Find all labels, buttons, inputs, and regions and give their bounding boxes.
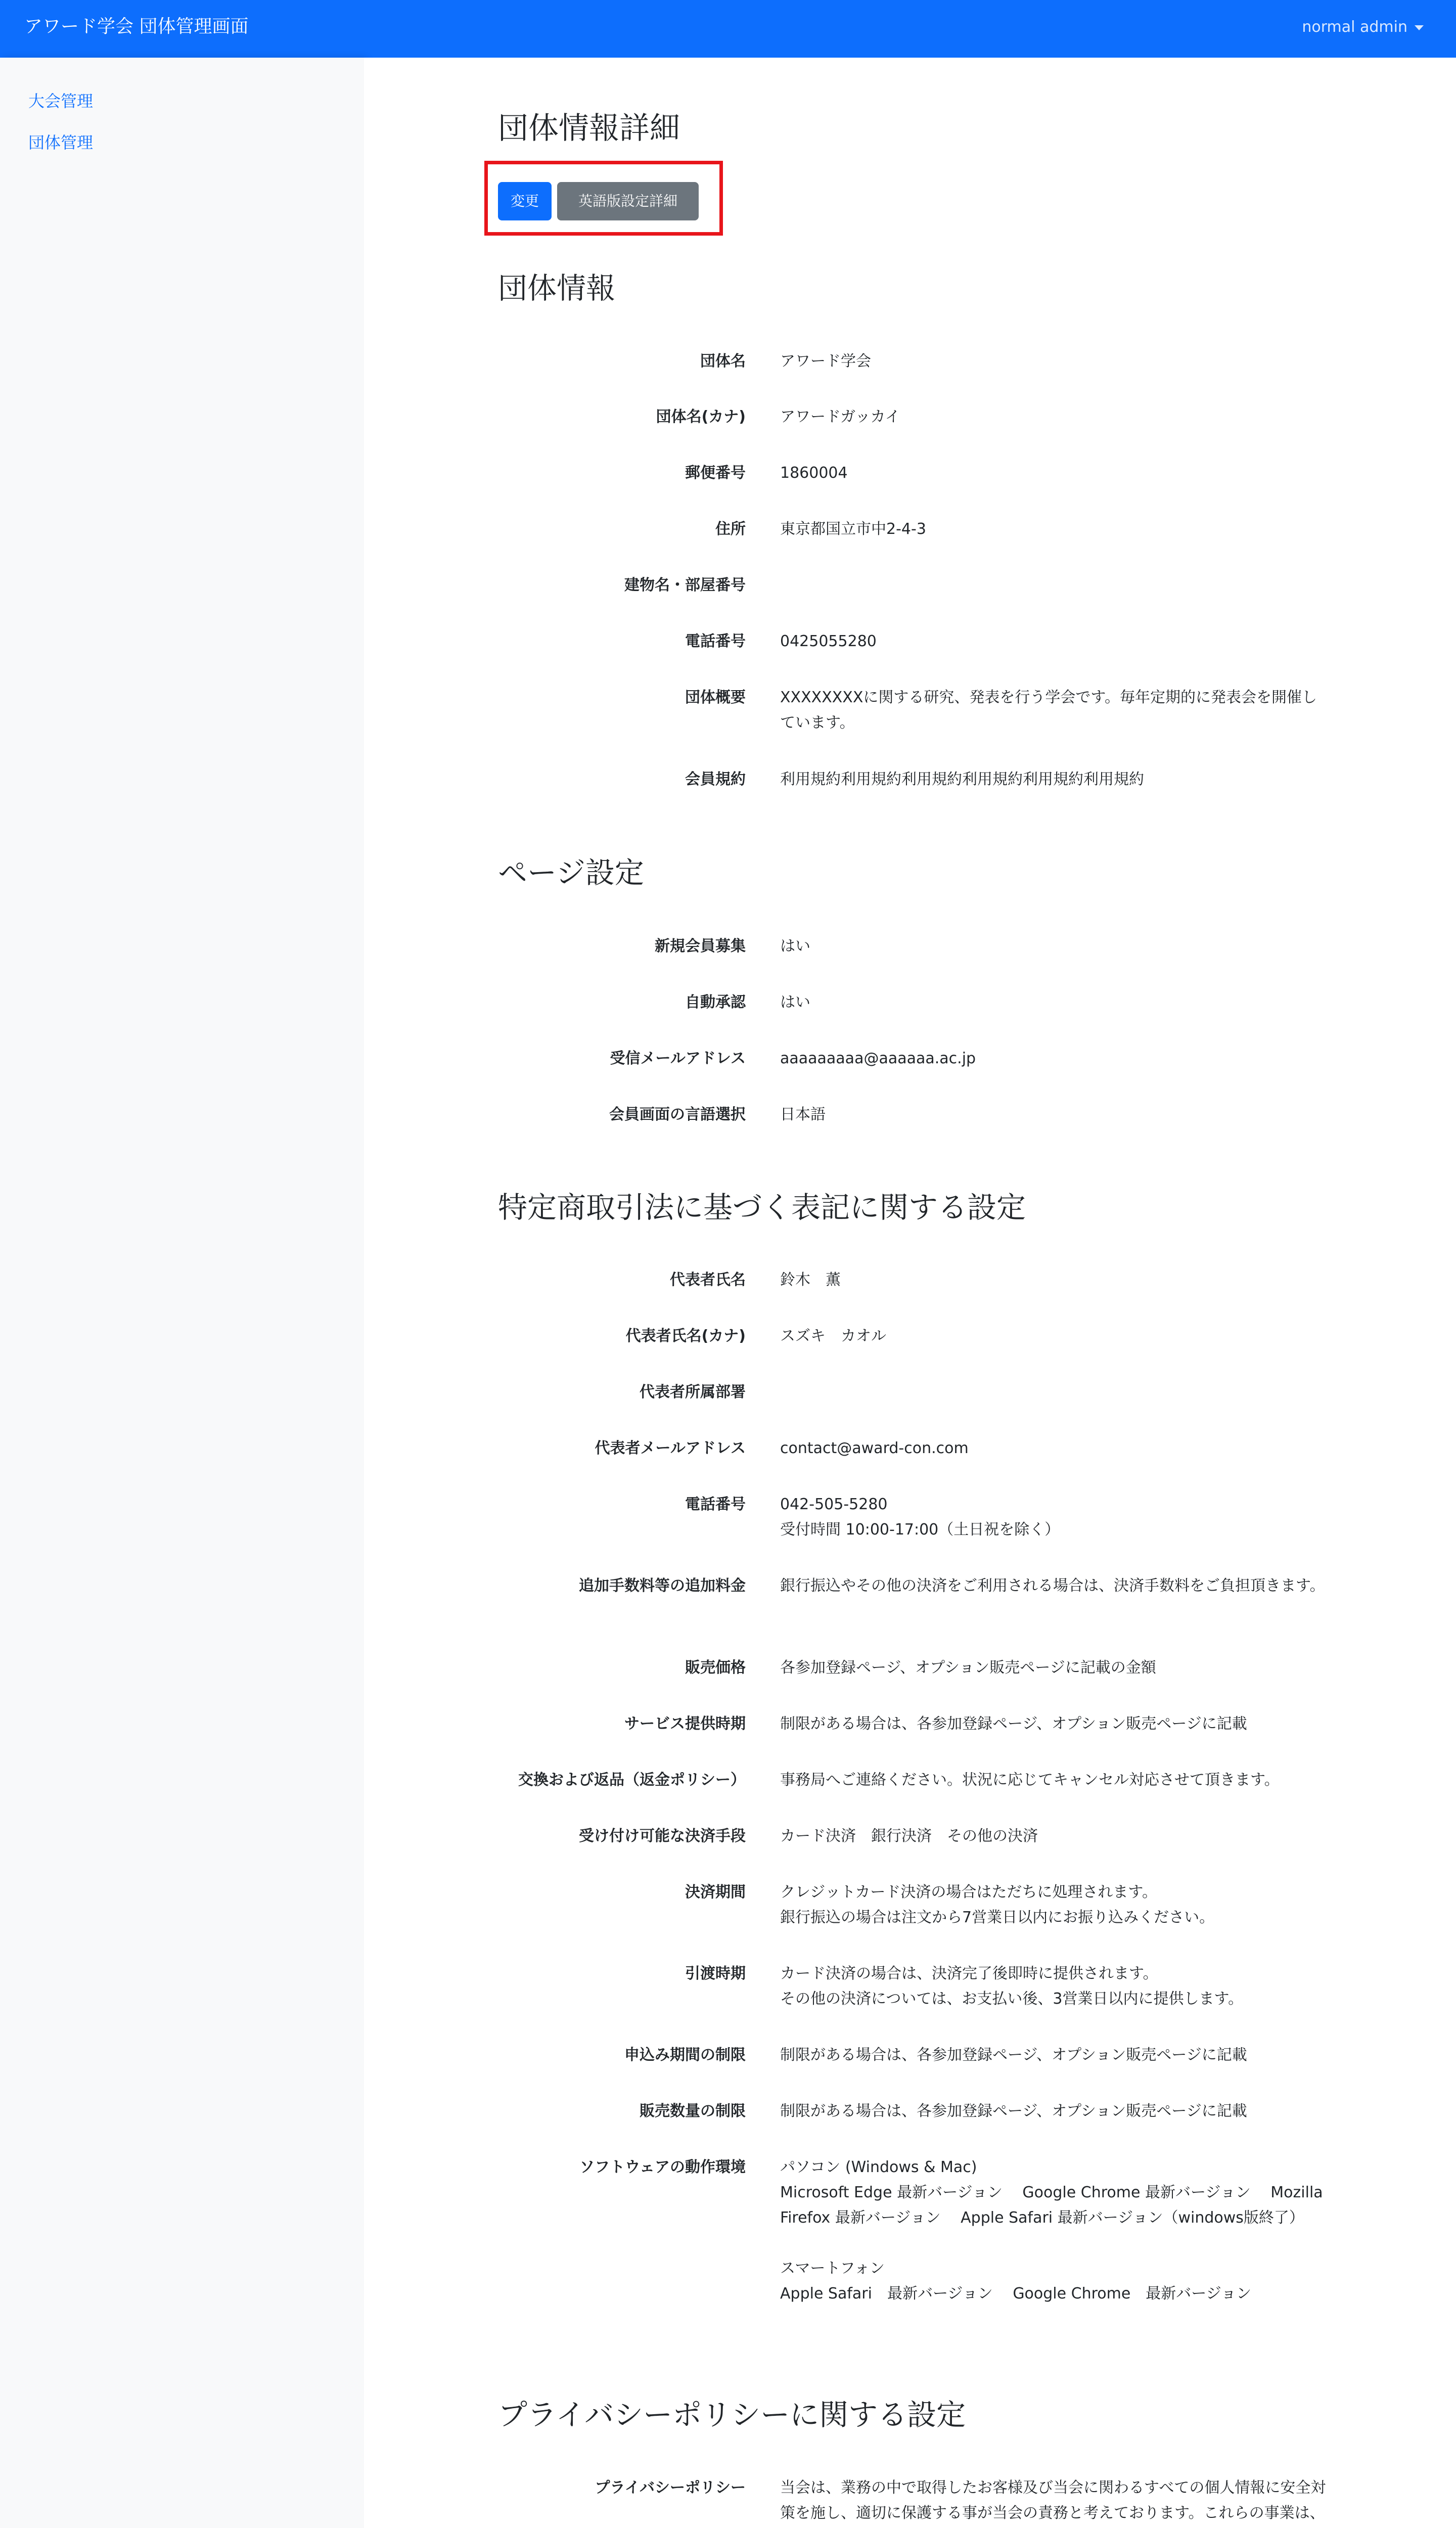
field-label: 住所 (715, 520, 746, 538)
user-menu-dropdown[interactable] (1302, 16, 1424, 38)
value-line: contact@award-con.com (780, 1439, 969, 1457)
section-heading-privacy: プライバシーポリシーに関する設定 (498, 2398, 966, 2432)
field-label: 団体名 (700, 352, 746, 370)
field-label: 販売数量の制限 (640, 2102, 746, 2120)
sidebar-item-conference[interactable]: 大会管理 (28, 92, 94, 111)
field-label: 建物名・部屋番号 (624, 576, 746, 594)
field-label: 申込み期間の制限 (624, 2046, 746, 2064)
field-value: 日本語 (780, 1106, 826, 1123)
value-line: 制限がある場合は、各参加登録ページ、オプション販売ページに記載 (780, 2046, 1247, 2064)
english-settings-button[interactable]: 英語版設定詳細 (557, 182, 699, 220)
field-label: 受信メールアドレス (610, 1050, 746, 1067)
field-label: ソフトウェアの動作環境 (579, 2158, 746, 2176)
caret-down-icon (1415, 25, 1424, 30)
value-line: スズキ カオル (780, 1327, 886, 1345)
field-label: 代表者氏名 (670, 1271, 746, 1289)
field-label: 引渡時期 (685, 1965, 746, 1982)
field-value: はい (780, 937, 810, 955)
field-label: 代表者所属部署 (640, 1383, 746, 1401)
field-value (780, 1961, 1326, 2012)
field-value (780, 1268, 1326, 1293)
value-line: 制限がある場合は、各参加登録ページ、オプション販売ページに記載 (780, 1715, 1247, 1733)
field-label: 代表者氏名(カナ) (625, 1327, 746, 1345)
field-label: 決済期間 (685, 1883, 746, 1901)
field-value: アワードガッカイ (780, 408, 900, 426)
field-label: 会員規約 (685, 771, 746, 788)
field-value (780, 1436, 1326, 1461)
field-value: 利用規約利用規約利用規約利用規約利用規約利用規約 (780, 771, 1144, 788)
sidebar-item-organization[interactable]: 団体管理 (28, 133, 94, 152)
value-line: Apple Safari 最新バージョン Google Chrome 最新バージョン (780, 2285, 1252, 2303)
value-line: 042-505-5280 (780, 1496, 888, 1513)
field-label: 代表者メールアドレス (595, 1439, 746, 1457)
field-value (780, 1324, 1326, 1349)
page-title: 団体情報詳細 (498, 111, 680, 146)
value-line: 銀行振込の場合は注文から7営業日以内にお振り込みください。 (780, 1909, 1215, 1926)
value-line: 銀行振込やその他の決済をご利用される場合は、決済手数料をご負担頂きます。 (780, 1577, 1325, 1595)
blank-line (780, 2231, 1326, 2256)
field-value (780, 2099, 1326, 2124)
field-label: 団体名(カナ) (656, 408, 746, 426)
field-value (780, 1824, 1326, 1849)
value-line: クレジットカード決済の場合はただちに処理されます。 (780, 1883, 1157, 1901)
section-heading-organization: 団体情報 (498, 271, 616, 305)
field-label: 販売価格 (685, 1659, 746, 1677)
field-value (780, 1880, 1326, 1930)
field-label: 新規会員募集 (655, 937, 746, 955)
policy-paragraph: 当会は、業務の中で取得したお客様及び当会に関わるすべての個人情報に安全対策を施し、適切に保護する事が当会の責務と考えております。これらの事業は、 (780, 2479, 1326, 2522)
field-label: 自動承認 (685, 994, 746, 1011)
field-value (780, 2155, 1326, 2307)
value-line: 事務局へご連絡ください。状況に応じてキャンセル対応させて頂きます。 (780, 1771, 1280, 1789)
field-value (780, 1573, 1326, 1599)
privacy-policy-text (780, 2475, 1326, 2528)
field-value: 1860004 (780, 464, 848, 482)
field-label: 交換および返品（返金ポリシー） (518, 1771, 746, 1789)
field-value: はい (780, 994, 810, 1011)
value-line: 制限がある場合は、各参加登録ページ、オプション販売ページに記載 (780, 2102, 1247, 2120)
field-value (780, 1711, 1326, 1737)
field-label: 追加手数料等の追加料金 (579, 1577, 746, 1595)
value-line: 鈴木 薫 (780, 1271, 841, 1289)
field-value: アワード学会 (780, 352, 871, 370)
field-label: 電話番号 (685, 1496, 746, 1513)
user-name: normal admin (1302, 18, 1407, 36)
field-value: XXXXXXXXに関する研究、発表を行う学会です。毎年定期的に発表会を開催しています。 (780, 689, 1317, 732)
field-label: 会員画面の言語選択 (609, 1106, 746, 1123)
field-label: 受け付け可能な決済手段 (579, 1827, 746, 1845)
field-label: プライバシーポリシー (595, 2479, 746, 2497)
field-label: 郵便番号 (685, 464, 746, 482)
section-heading-commerce-law: 特定商取引法に基づく表記に関する設定 (498, 1190, 1026, 1225)
brand-title[interactable]: アワード学会 団体管理画面 (24, 16, 249, 37)
top-navbar (0, 0, 1456, 58)
value-line: カード決済 銀行決済 その他の決済 (780, 1827, 1038, 1845)
field-value: 東京都国立市中2-4-3 (780, 520, 926, 538)
edit-button[interactable]: 変更 (498, 182, 552, 220)
section-heading-page-settings: ページ設定 (498, 855, 644, 890)
field-value: aaaaaaaaa@aaaaaa.ac.jp (780, 1050, 976, 1067)
field-value (780, 1768, 1326, 1793)
field-label: 団体概要 (685, 689, 746, 706)
field-value: 0425055280 (780, 633, 877, 650)
value-line: Microsoft Edge 最新バージョン Google Chrome 最新バージョン Mozilla Firefox 最新バージョン Apple Safari 最新バージョン（windows版終了） (780, 2184, 1323, 2227)
value-line: スマートフォン (780, 2260, 885, 2277)
value-line: パソコン (Windows & Mac) (780, 2158, 977, 2176)
main-content (364, 58, 1456, 2528)
field-value (780, 1655, 1326, 1681)
field-value (780, 2043, 1326, 2068)
value-line: その他の決済については、お支払い後、3営業日以内に提供します。 (780, 1990, 1244, 2008)
value-line: 受付時間 10:00-17:00（土日祝を除く） (780, 1521, 1060, 1539)
field-label: サービス提供時期 (624, 1715, 746, 1733)
value-line: カード決済の場合は、決済完了後即時に提供されます。 (780, 1965, 1158, 1982)
field-label: 電話番号 (685, 633, 746, 650)
field-value (780, 1492, 1326, 1543)
sidebar (0, 58, 364, 2528)
value-line: 各参加登録ページ、オプション販売ページに記載の金額 (780, 1659, 1156, 1677)
